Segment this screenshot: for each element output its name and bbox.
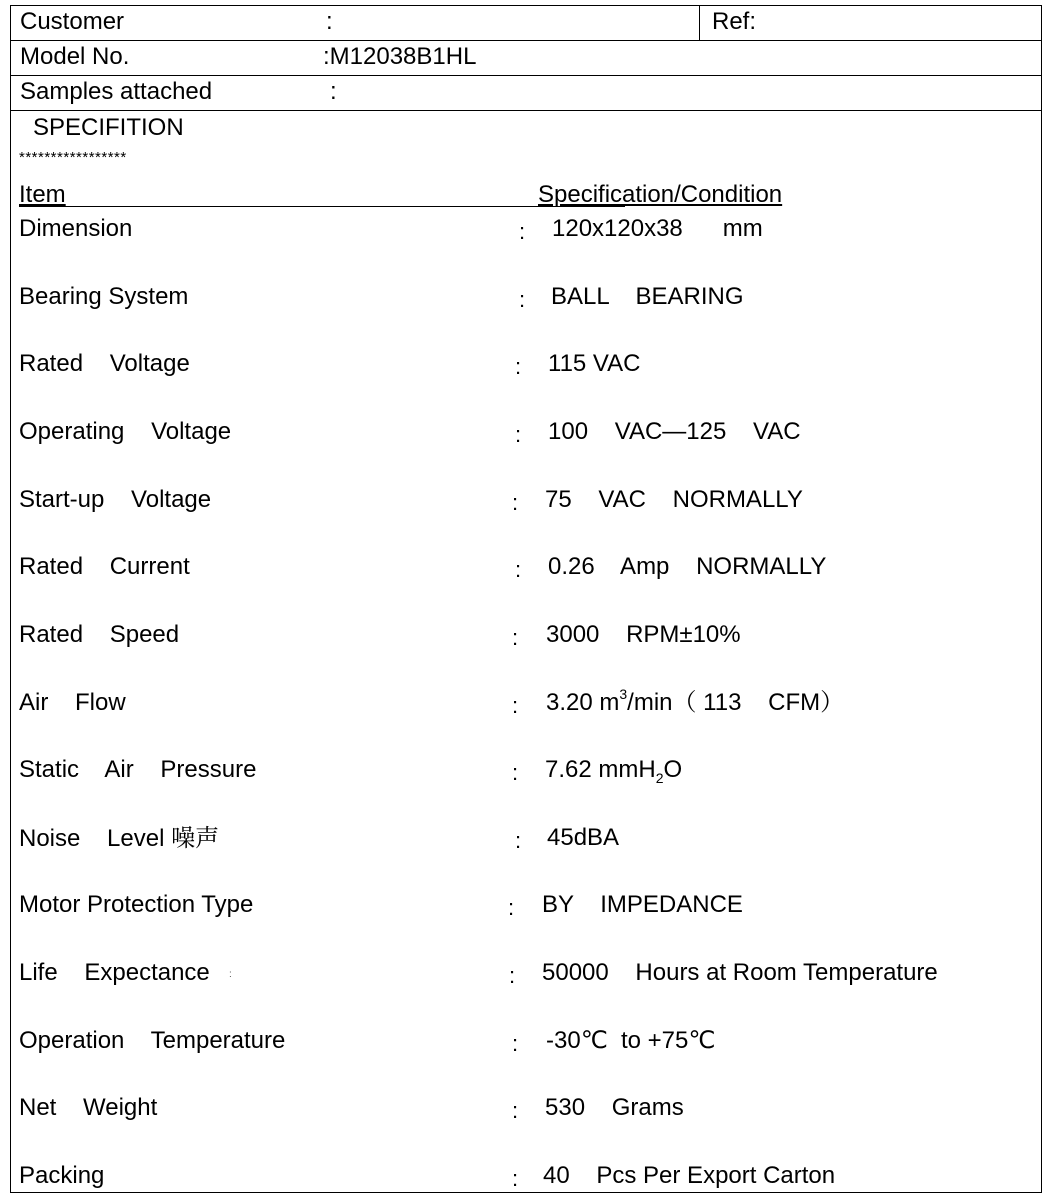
row-item-startup-voltage: Start-up Voltage <box>19 486 212 513</box>
air-flow-exponent: 3 <box>619 686 628 702</box>
row-colon: : <box>512 490 519 515</box>
row-colon: : <box>515 422 522 447</box>
ref-divider <box>699 5 700 40</box>
row-colon: : <box>512 1031 519 1056</box>
row-colon: : <box>519 287 526 312</box>
noise-level-label: Noise Level <box>19 825 165 852</box>
row-item-operation-temperature: Operation Temperature <box>19 1027 286 1054</box>
item-column-header: Item <box>19 181 66 208</box>
row-item-dimension: Dimension <box>19 215 133 242</box>
condition-column-header: Specification/Condition <box>538 181 783 208</box>
header-rule-2 <box>10 75 1042 76</box>
row-colon: : <box>512 693 519 718</box>
model-label: Model No. <box>20 43 130 70</box>
row-colon: : <box>515 828 522 853</box>
stray-mark: : <box>229 969 232 980</box>
noise-level-cjk-label: 噪声 <box>171 824 220 852</box>
pressure-subscript: 2 <box>655 769 664 786</box>
row-value-rated-speed: 3000 RPM±10% <box>546 621 741 648</box>
row-value-life-expectance: 50000 Hours at Room Temperature <box>542 959 938 986</box>
row-item-packing: Packing <box>19 1162 105 1189</box>
row-value-air-flow <box>546 686 845 717</box>
row-colon: : <box>512 625 519 650</box>
header-rule-3 <box>10 110 1042 111</box>
row-value-net-weight: 530 Grams <box>545 1094 684 1121</box>
row-item-operating-voltage: Operating Voltage <box>19 418 232 445</box>
row-value-packing: 40 Pcs Per Export Carton <box>543 1162 836 1189</box>
row-item-bearing-system: Bearing System <box>19 283 189 310</box>
samples-value: : <box>330 78 337 105</box>
spec-title-stars: ***************** <box>19 149 127 166</box>
row-item-rated-current: Rated Current <box>19 553 190 580</box>
row-value-operation-temperature: -30℃ to +75℃ <box>546 1027 716 1054</box>
air-flow-value-main: 3.20 m <box>546 689 620 716</box>
row-item-life-expectance: Life Expectance <box>19 959 210 986</box>
row-colon: : <box>515 354 522 379</box>
spec-title: SPECIFITION <box>33 114 184 141</box>
row-value-rated-voltage: 115 VAC <box>548 350 641 377</box>
pressure-value-main: 7.62 mmH <box>545 756 656 783</box>
row-colon: : <box>515 557 522 582</box>
row-colon: : <box>508 895 515 920</box>
row-value-static-air-pressure <box>545 756 682 784</box>
row-item-net-weight: Net Weight <box>19 1094 158 1121</box>
row-colon: : <box>519 219 526 244</box>
row-colon: : <box>512 760 519 785</box>
spec-sheet-frame <box>10 5 1042 1193</box>
row-item-static-air-pressure: Static Air Pressure <box>19 756 257 783</box>
row-item-motor-protection-type: Motor Protection Type <box>19 891 254 918</box>
row-item-rated-speed: Rated Speed <box>19 621 180 648</box>
row-item-rated-voltage: Rated Voltage <box>19 350 190 377</box>
row-colon: : <box>512 1166 519 1191</box>
row-value-rated-current: 0.26 Amp NORMALLY <box>548 553 827 580</box>
item-header-rule <box>19 206 625 207</box>
row-item-noise-level <box>19 824 219 853</box>
header-rule-1 <box>10 40 1042 41</box>
model-value: :M12038B1HL <box>323 43 477 70</box>
ref-label: Ref: <box>712 8 757 35</box>
row-colon: : <box>509 963 516 988</box>
row-value-bearing-system: BALL BEARING <box>551 283 744 310</box>
row-item-air-flow: Air Flow <box>19 689 126 716</box>
row-value-dimension: 120x120x38 mm <box>552 215 763 242</box>
row-value-noise-level: 45dBA <box>547 824 620 851</box>
row-value-operating-voltage: 100 VAC—125 VAC <box>548 418 801 445</box>
row-value-motor-protection-type: BY IMPEDANCE <box>542 891 743 918</box>
header-top-rule <box>10 5 1042 6</box>
pressure-value-rest: O <box>663 756 683 783</box>
customer-value: : <box>326 8 333 35</box>
samples-label: Samples attached <box>20 78 213 105</box>
row-value-startup-voltage: 75 VAC NORMALLY <box>545 486 803 513</box>
air-flow-value-rest: /min（ 113 CFM） <box>627 689 845 716</box>
customer-label: Customer <box>20 8 125 35</box>
row-colon: : <box>512 1098 519 1123</box>
